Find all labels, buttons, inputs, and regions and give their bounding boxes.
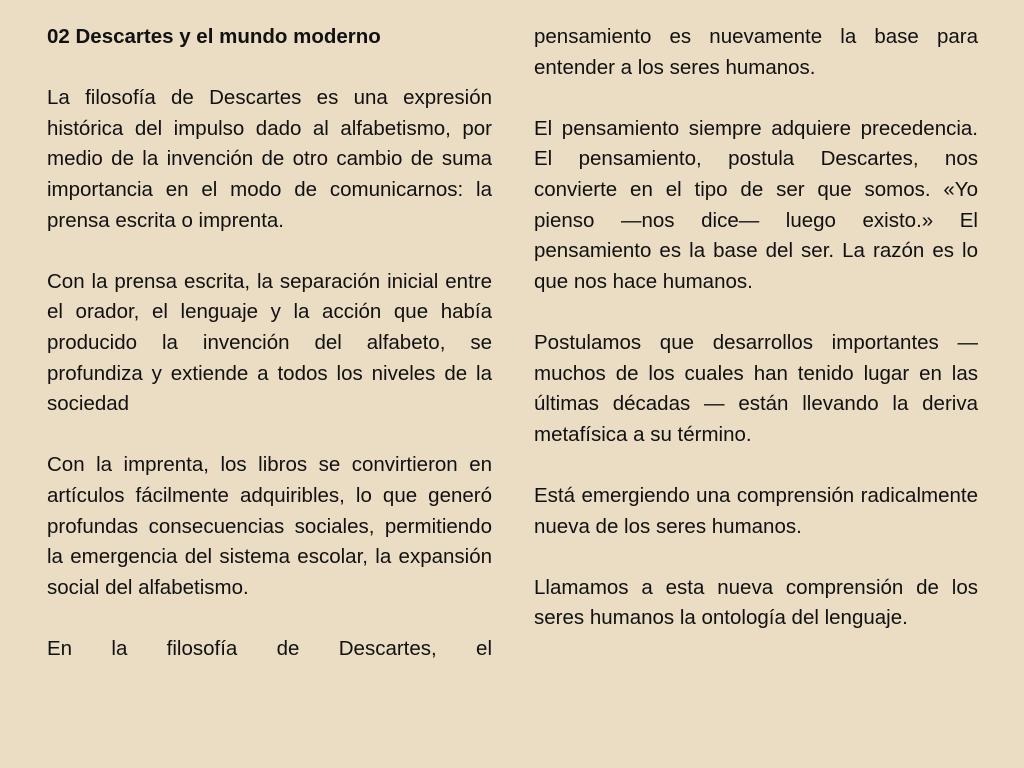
paragraph-imprenta-libros: Con la imprenta, los libros se convirtieron en artículos fácilmente adquiribles, lo que generó profundas consecuencias sociales, permitiendo la emergencia del sistema escolar, la expansión social del alfabetismo. bbox=[47, 453, 492, 599]
paragraph-desarrollos-importantes: Postulamos que desarrollos importantes —muchos de los cuales han tenido lugar en las últimas décadas — están llevando la deriva metafísica a su término. bbox=[534, 330, 978, 446]
paragraph-descartes-alfabetismo: La filosofía de Descartes es una expresión histórica del impulso dado al alfabetismo, por medio de la invención de otro cambio de suma importancia en el modo de comunicarnos: la prensa escrita o imprenta. bbox=[47, 86, 492, 232]
right-text-column bbox=[534, 22, 978, 664]
section-heading: 02 Descartes y el mundo moderno bbox=[47, 25, 381, 48]
left-text-column bbox=[47, 22, 492, 695]
paragraph-pensamiento-precedencia: El pensamiento siempre adquiere precedencia. El pensamiento, postula Descartes, nos convierte en el tipo de ser que somos. «Yo pienso —nos dice— luego existo.» El pensamiento es la base del ser. La razón es lo que nos hace humanos. bbox=[534, 116, 978, 293]
paragraph-ontologia-lenguaje: Llamamos a esta nueva comprensión de los seres humanos la ontología del lenguaje. bbox=[534, 575, 978, 630]
paragraph-prensa-escrita: Con la prensa escrita, la separación inicial entre el orador, el lenguaje y la acción que había producido la invención del alfabeto, se profundiza y extiende a todos los niveles de la sociedad bbox=[47, 269, 492, 416]
paragraph-filosofia-descartes-start: En la filosofía de Descartes, el bbox=[47, 636, 492, 660]
paragraph-nueva-comprension: Está emergiendo una comprensión radicalmente nueva de los seres humanos. bbox=[534, 483, 978, 538]
paragraph-pensamiento-base: pensamiento es nuevamente la base para entender a los seres humanos. bbox=[534, 25, 978, 79]
